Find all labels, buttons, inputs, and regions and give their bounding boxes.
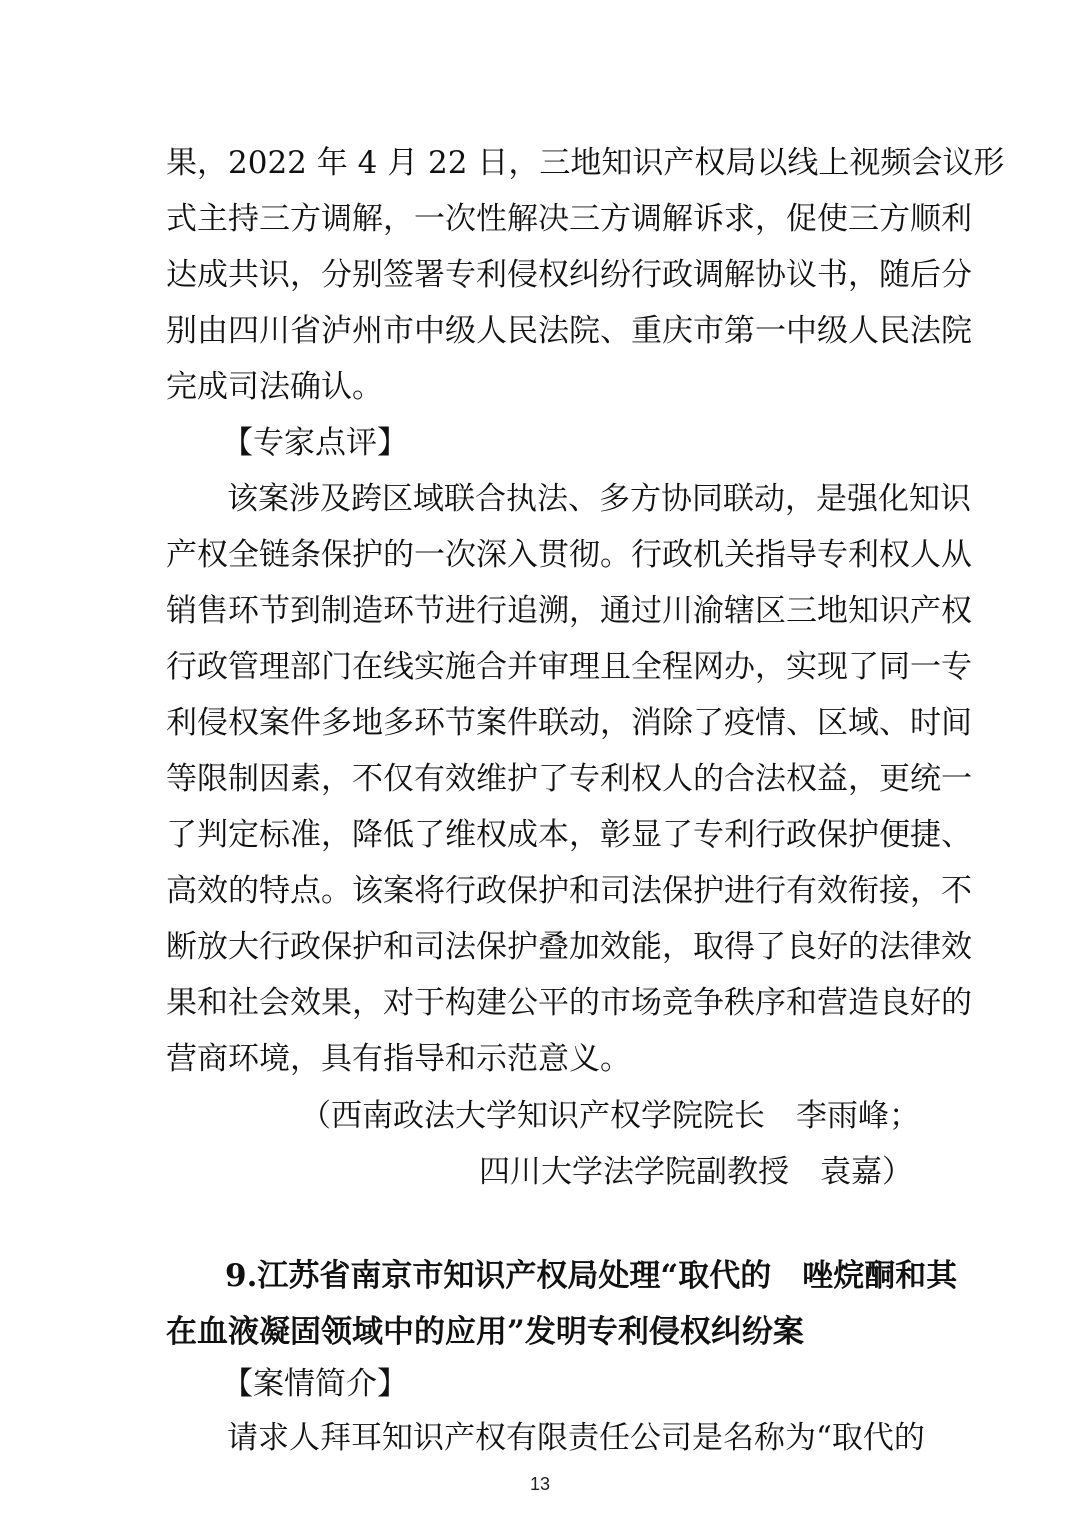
page-number: 13: [529, 1474, 551, 1494]
expert-comment-line: 等限制因素，不仅有效维护了专利权人的合法权益，更统一: [166, 761, 972, 797]
paragraph-line: 果，2022 年 4 月 22 日，三地知识产权局以线上视频会议形: [166, 145, 1005, 181]
attribution-line: （西南政法大学知识产权学院院长 李雨峰；: [300, 1098, 920, 1134]
case-title-line: 9.江苏省南京市知识产权局处理“取代的 唑烷酮和其: [225, 1258, 958, 1294]
expert-comment-line: 产权全链条保护的一次深入贯彻。行政机关指导专利权人从: [166, 537, 972, 573]
expert-comment-line: 该案涉及跨区域联合执法、多方协同联动，是强化知识: [227, 481, 971, 517]
paragraph-line: 完成司法确认。: [166, 369, 383, 405]
expert-comment-line: 果和社会效果，对于构建公平的市场竞争秩序和营造良好的: [166, 985, 972, 1021]
paragraph-line: 达成共识，分别签署专利侵权纠纷行政调解协议书，随后分: [166, 257, 972, 293]
paragraph-line: 别由四川省泸州市中级人民法院、重庆市第一中级人民法院: [166, 313, 972, 349]
case-summary-line: 请求人拜耳知识产权有限责任公司是名称为“取代的: [227, 1420, 925, 1456]
paragraph-line: 式主持三方调解，一次性解决三方调解诉求，促使三方顺利: [166, 201, 972, 237]
expert-comment-line: 利侵权案件多地多环节案件联动，消除了疫情、区域、时间: [166, 705, 972, 741]
expert-comment-line: 断放大行政保护和司法保护叠加效能，取得了良好的法律效: [166, 929, 972, 965]
expert-comment-line: 了判定标准，降低了维权成本，彰显了专利行政保护便捷、: [166, 817, 972, 853]
expert-comment-heading: 【专家点评】: [222, 425, 408, 461]
expert-comment-line: 营商环境，具有指导和示范意义。: [166, 1041, 631, 1077]
expert-comment-line: 行政管理部门在线实施合并审理且全程网办，实现了同一专: [166, 649, 972, 685]
expert-comment-line: 高效的特点。该案将行政保护和司法保护进行有效衔接，不: [166, 873, 972, 909]
case-title-line: 在血液凝固领域中的应用”发明专利侵权纠纷案: [166, 1314, 804, 1350]
expert-comment-line: 销售环节到制造环节进行追溯，通过川渝辖区三地知识产权: [166, 593, 972, 629]
case-summary-heading: 【案情简介】: [222, 1366, 408, 1402]
attribution-line: 四川大学法学院副教授 袁嘉）: [479, 1154, 913, 1190]
